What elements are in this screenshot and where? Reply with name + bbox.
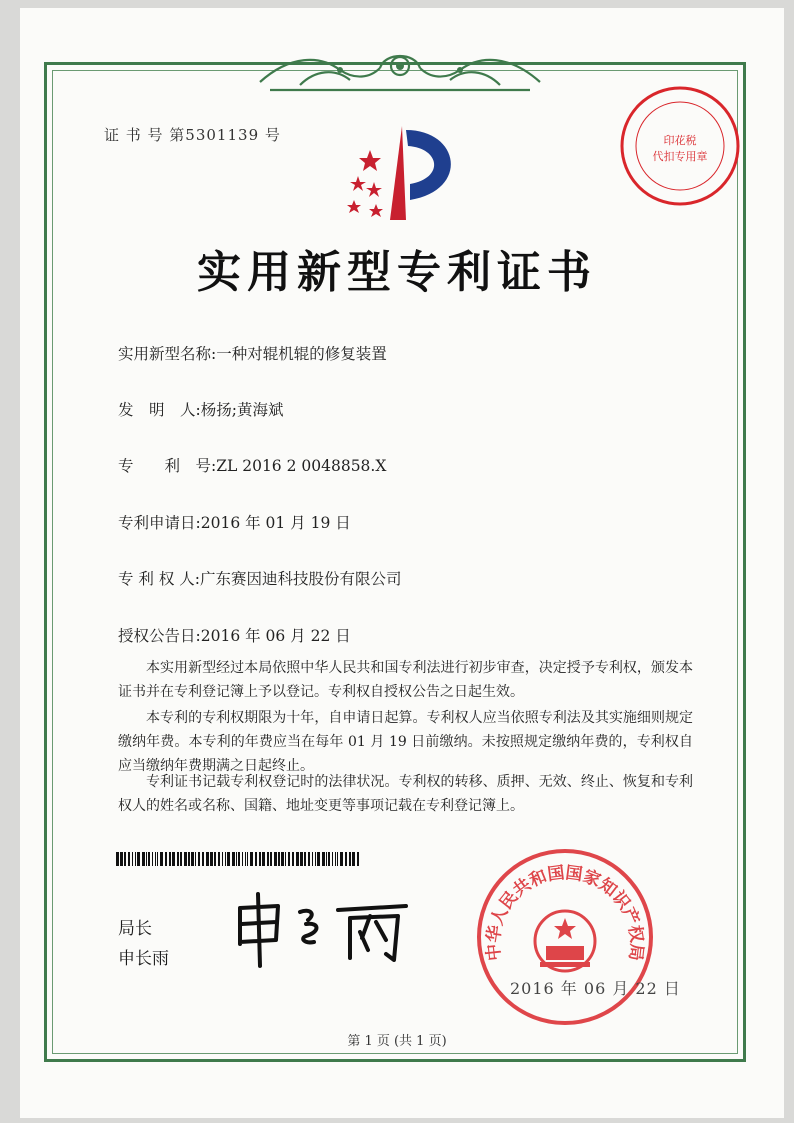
page-number: 第 1 页 (共 1 页) (347, 1034, 447, 1049)
tax-bureau-seal-icon (618, 84, 742, 208)
field-row-application-date (118, 511, 351, 533)
body-paragraph-2: 本专利的专利权期限为十年，自申请日起算。专利权人应当依照专利法及其实施细则规定缴纳年费。本专利的年费应当在每年 01 月 19 日前缴纳。未按照规定缴纳年费的，专利权自应当缴纳年费期满之日起终止。 (118, 710, 693, 774)
field-value: 2016 年 06 月 22 日 (200, 627, 351, 645)
field-label: 专 利 权 人: (118, 570, 201, 588)
body-paragraph-3: 专利证书记载专利权登记时的法律状况。专利权的转移、质押、无效、终止、恢复和专利权人的姓名或名称、国籍、地址变更等事项记载在专利登记簿上。 (118, 774, 693, 814)
field-value: ZL 2016 2 0048858.X (216, 457, 387, 475)
seal-date: 2016 年 06 月 22 日 (510, 979, 681, 998)
field-value: 一种对辊机辊的修复装置 (216, 345, 387, 363)
field-label: 实用新型名称: (118, 345, 217, 363)
field-label: 授权公告日: (118, 627, 201, 645)
national-ip-office-seal-icon (474, 846, 656, 1028)
tax-seal-center-line2: 代扣专用章 (652, 150, 708, 163)
handwritten-signature-icon (230, 888, 420, 968)
field-row-inventor (118, 398, 283, 420)
field-value: 2016 年 01 月 19 日 (200, 514, 351, 532)
signatory-title: 局长 (118, 919, 152, 939)
field-label: 发 明 人: (118, 401, 201, 419)
field-row-name (118, 342, 387, 364)
body-paragraph-1: 本实用新型经过本局依照中华人民共和国专利法进行初步审查，决定授予专利权，颁发本证书并在专利登记簿上予以登记。专利权自授权公告之日起生效。 (118, 660, 693, 700)
field-row-grant-date (118, 624, 351, 646)
certificate-number: 证 书 号 第5301139 号 (104, 126, 281, 144)
field-label: 专 利 号: (118, 457, 217, 475)
patent-office-logo-icon (340, 120, 480, 230)
barcode-icon (116, 852, 360, 866)
field-label: 专利申请日: (118, 514, 201, 532)
field-row-patentee (118, 567, 402, 589)
signatory-name: 申长雨 (118, 949, 169, 969)
top-ornament-icon (240, 40, 560, 100)
field-value: 杨扬;黄海斌 (200, 401, 284, 419)
tax-seal-center-line1: 印花税 (663, 134, 697, 147)
office-seal-text: 中华人民共和国国家知识产权局 (483, 863, 647, 962)
field-value: 广东赛因迪科技股份有限公司 (200, 570, 402, 588)
certificate-title: 实用新型专利证书 (197, 247, 597, 298)
field-row-patent-no (118, 454, 386, 476)
